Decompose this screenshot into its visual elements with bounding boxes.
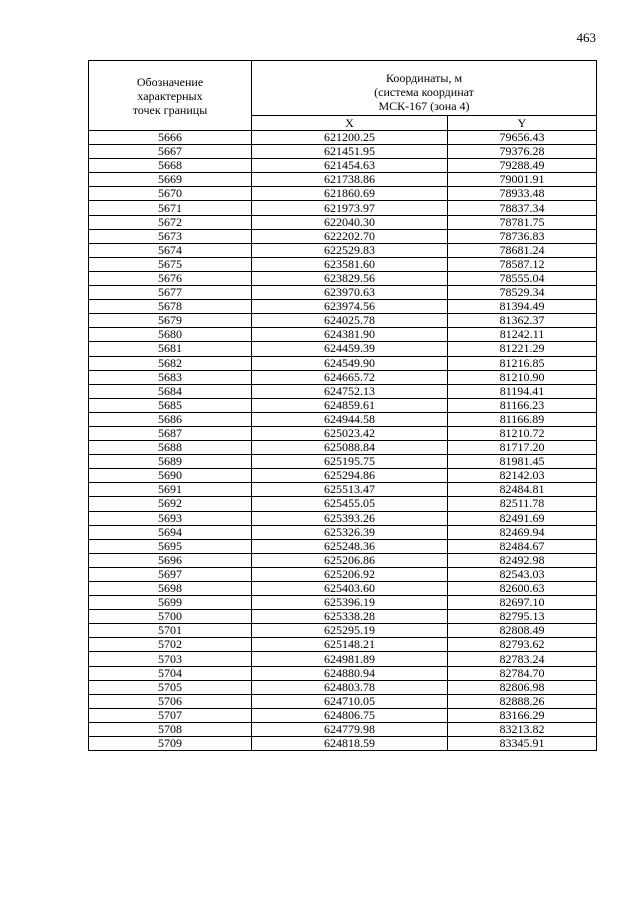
x-coordinate-cell: 621860.69 xyxy=(252,187,448,201)
point-id-cell: 5673 xyxy=(89,229,252,243)
y-coordinate-cell: 78837.34 xyxy=(448,201,597,215)
point-id-cell: 5683 xyxy=(89,370,252,384)
table-row xyxy=(89,624,597,638)
point-id-cell: 5692 xyxy=(89,497,252,511)
point-id-cell: 5694 xyxy=(89,525,252,539)
x-coordinate-cell: 623829.56 xyxy=(252,271,448,285)
y-coordinate-cell: 79288.49 xyxy=(448,159,597,173)
point-id-cell: 5675 xyxy=(89,257,252,271)
x-coordinate-cell: 624803.78 xyxy=(252,680,448,694)
table-row xyxy=(89,638,597,652)
y-coordinate-cell: 82491.69 xyxy=(448,511,597,525)
point-id-cell: 5681 xyxy=(89,342,252,356)
x-coordinate-cell: 624459.39 xyxy=(252,342,448,356)
x-column-header: X xyxy=(252,116,448,131)
y-coordinate-cell: 78736.83 xyxy=(448,229,597,243)
point-id-cell: 5699 xyxy=(89,596,252,610)
point-id-cell: 5682 xyxy=(89,356,252,370)
x-coordinate-cell: 625513.47 xyxy=(252,483,448,497)
point-id-cell: 5697 xyxy=(89,567,252,581)
y-coordinate-cell: 82793.62 xyxy=(448,638,597,652)
x-coordinate-cell: 621200.25 xyxy=(252,131,448,145)
x-coordinate-cell: 625295.19 xyxy=(252,624,448,638)
y-coordinate-cell: 81216.85 xyxy=(448,356,597,370)
table-row xyxy=(89,243,597,257)
x-coordinate-cell: 624806.75 xyxy=(252,708,448,722)
table-row xyxy=(89,426,597,440)
table-row xyxy=(89,596,597,610)
point-id-cell: 5678 xyxy=(89,300,252,314)
point-id-cell: 5680 xyxy=(89,328,252,342)
point-id-cell: 5703 xyxy=(89,652,252,666)
y-coordinate-cell: 81362.37 xyxy=(448,314,597,328)
table-row xyxy=(89,159,597,173)
table-row xyxy=(89,652,597,666)
point-designation-header xyxy=(89,61,252,131)
x-coordinate-cell: 621738.86 xyxy=(252,173,448,187)
x-coordinate-cell: 624025.78 xyxy=(252,314,448,328)
table-row xyxy=(89,708,597,722)
table-row xyxy=(89,215,597,229)
y-coordinate-cell: 79001.91 xyxy=(448,173,597,187)
x-coordinate-cell: 625455.05 xyxy=(252,497,448,511)
table-row xyxy=(89,300,597,314)
point-id-cell: 5700 xyxy=(89,610,252,624)
y-coordinate-cell: 78587.12 xyxy=(448,257,597,271)
table-row xyxy=(89,370,597,384)
table-row xyxy=(89,342,597,356)
table-row xyxy=(89,328,597,342)
table-row xyxy=(89,680,597,694)
table-row xyxy=(89,511,597,525)
x-coordinate-cell: 623970.63 xyxy=(252,286,448,300)
x-coordinate-cell: 625088.84 xyxy=(252,441,448,455)
table-row xyxy=(89,257,597,271)
point-header-line: характерных xyxy=(137,88,203,103)
x-coordinate-cell: 621973.97 xyxy=(252,201,448,215)
point-id-cell: 5691 xyxy=(89,483,252,497)
table-row xyxy=(89,398,597,412)
point-id-cell: 5666 xyxy=(89,131,252,145)
x-coordinate-cell: 624859.61 xyxy=(252,398,448,412)
y-coordinate-cell: 79376.28 xyxy=(448,145,597,159)
x-coordinate-cell: 625195.75 xyxy=(252,455,448,469)
x-coordinate-cell: 621451.95 xyxy=(252,145,448,159)
point-id-cell: 5704 xyxy=(89,666,252,680)
point-id-cell: 5690 xyxy=(89,469,252,483)
table-header xyxy=(89,61,597,131)
y-coordinate-cell: 82492.98 xyxy=(448,553,597,567)
table-row xyxy=(89,131,597,145)
table-row xyxy=(89,314,597,328)
point-id-cell: 5701 xyxy=(89,624,252,638)
y-coordinate-cell: 82795.13 xyxy=(448,610,597,624)
point-id-cell: 5676 xyxy=(89,271,252,285)
y-coordinate-cell: 81194.41 xyxy=(448,384,597,398)
x-coordinate-cell: 622040.30 xyxy=(252,215,448,229)
table-row xyxy=(89,469,597,483)
point-id-cell: 5669 xyxy=(89,173,252,187)
x-coordinate-cell: 625294.86 xyxy=(252,469,448,483)
y-coordinate-cell: 82888.26 xyxy=(448,694,597,708)
y-coordinate-cell: 82784.70 xyxy=(448,666,597,680)
table-body xyxy=(89,131,597,751)
table-row xyxy=(89,201,597,215)
x-coordinate-cell: 624665.72 xyxy=(252,370,448,384)
coords-header-line: Координаты, м xyxy=(385,71,463,85)
x-coordinate-cell: 625393.26 xyxy=(252,511,448,525)
y-coordinate-cell: 82697.10 xyxy=(448,596,597,610)
point-id-cell: 5695 xyxy=(89,539,252,553)
point-id-cell: 5708 xyxy=(89,722,252,736)
table-row xyxy=(89,384,597,398)
point-id-cell: 5677 xyxy=(89,286,252,300)
point-id-cell: 5688 xyxy=(89,441,252,455)
x-coordinate-cell: 625403.60 xyxy=(252,582,448,596)
table-row xyxy=(89,187,597,201)
y-coordinate-cell: 78781.75 xyxy=(448,215,597,229)
point-id-cell: 5687 xyxy=(89,426,252,440)
point-id-cell: 5671 xyxy=(89,201,252,215)
table-row xyxy=(89,145,597,159)
x-coordinate-cell: 625206.86 xyxy=(252,553,448,567)
table-row xyxy=(89,455,597,469)
x-coordinate-cell: 624752.13 xyxy=(252,384,448,398)
x-coordinate-cell: 625338.28 xyxy=(252,610,448,624)
point-id-cell: 5696 xyxy=(89,553,252,567)
y-coordinate-cell: 83213.82 xyxy=(448,722,597,736)
point-id-cell: 5684 xyxy=(89,384,252,398)
y-coordinate-cell: 82469.94 xyxy=(448,525,597,539)
x-coordinate-cell: 624779.98 xyxy=(252,722,448,736)
y-coordinate-cell: 82511.78 xyxy=(448,497,597,511)
y-coordinate-cell: 83345.91 xyxy=(448,737,597,751)
point-header-line: точек границы xyxy=(132,102,208,117)
coords-header-line: (система координат xyxy=(374,85,474,99)
page-number: 463 xyxy=(576,30,596,45)
y-coordinate-cell: 82484.81 xyxy=(448,483,597,497)
point-id-cell: 5709 xyxy=(89,737,252,751)
point-id-cell: 5705 xyxy=(89,680,252,694)
point-id-cell: 5670 xyxy=(89,187,252,201)
x-coordinate-cell: 624381.90 xyxy=(252,328,448,342)
point-id-cell: 5702 xyxy=(89,638,252,652)
point-header-line: Обозначение xyxy=(136,74,204,89)
x-coordinate-cell: 625326.39 xyxy=(252,525,448,539)
table-row xyxy=(89,356,597,370)
y-coordinate-cell: 82600.63 xyxy=(448,582,597,596)
table-row xyxy=(89,539,597,553)
y-coordinate-cell: 83166.29 xyxy=(448,708,597,722)
x-coordinate-cell: 625248.36 xyxy=(252,539,448,553)
x-coordinate-cell: 625148.21 xyxy=(252,638,448,652)
table-row xyxy=(89,610,597,624)
table-row xyxy=(89,412,597,426)
y-coordinate-cell: 78555.04 xyxy=(448,271,597,285)
y-coordinate-cell: 81210.72 xyxy=(448,426,597,440)
coordinates-table xyxy=(88,60,597,751)
table-row xyxy=(89,694,597,708)
y-coordinate-cell: 82808.49 xyxy=(448,624,597,638)
x-coordinate-cell: 625396.19 xyxy=(252,596,448,610)
table-row xyxy=(89,173,597,187)
table-row xyxy=(89,441,597,455)
x-coordinate-cell: 622529.83 xyxy=(252,243,448,257)
table-row xyxy=(89,271,597,285)
point-id-cell: 5693 xyxy=(89,511,252,525)
coordinates-header xyxy=(252,61,597,116)
coords-header-line: МСК-167 (зона 4) xyxy=(378,99,470,113)
y-coordinate-cell: 82806.98 xyxy=(448,680,597,694)
point-id-cell: 5686 xyxy=(89,412,252,426)
point-id-cell: 5707 xyxy=(89,708,252,722)
table-row xyxy=(89,582,597,596)
y-coordinate-cell: 78681.24 xyxy=(448,243,597,257)
x-coordinate-cell: 624549.90 xyxy=(252,356,448,370)
table-row xyxy=(89,567,597,581)
x-coordinate-cell: 624818.59 xyxy=(252,737,448,751)
table-row xyxy=(89,286,597,300)
table-row xyxy=(89,737,597,751)
table-row xyxy=(89,229,597,243)
point-id-cell: 5668 xyxy=(89,159,252,173)
y-coordinate-cell: 81242.11 xyxy=(448,328,597,342)
y-coordinate-cell: 79656.43 xyxy=(448,131,597,145)
y-coordinate-cell: 81717.20 xyxy=(448,441,597,455)
y-coordinate-cell: 81166.89 xyxy=(448,412,597,426)
table-row xyxy=(89,666,597,680)
x-coordinate-cell: 625206.92 xyxy=(252,567,448,581)
y-coordinate-cell: 82543.03 xyxy=(448,567,597,581)
x-coordinate-cell: 624981.89 xyxy=(252,652,448,666)
point-id-cell: 5689 xyxy=(89,455,252,469)
y-column-header: Y xyxy=(448,116,597,131)
table-row xyxy=(89,722,597,736)
point-id-cell: 5685 xyxy=(89,398,252,412)
y-coordinate-cell: 81166.23 xyxy=(448,398,597,412)
y-coordinate-cell: 78529.34 xyxy=(448,286,597,300)
x-coordinate-cell: 624880.94 xyxy=(252,666,448,680)
y-coordinate-cell: 78933.48 xyxy=(448,187,597,201)
point-id-cell: 5679 xyxy=(89,314,252,328)
y-coordinate-cell: 81981.45 xyxy=(448,455,597,469)
y-coordinate-cell: 81210.90 xyxy=(448,370,597,384)
x-coordinate-cell: 623581.60 xyxy=(252,257,448,271)
x-coordinate-cell: 622202.70 xyxy=(252,229,448,243)
table-row xyxy=(89,553,597,567)
y-coordinate-cell: 81394.49 xyxy=(448,300,597,314)
y-coordinate-cell: 82484.67 xyxy=(448,539,597,553)
point-id-cell: 5674 xyxy=(89,243,252,257)
point-id-cell: 5698 xyxy=(89,582,252,596)
x-coordinate-cell: 625023.42 xyxy=(252,426,448,440)
y-coordinate-cell: 82783.24 xyxy=(448,652,597,666)
point-id-cell: 5706 xyxy=(89,694,252,708)
table-row xyxy=(89,483,597,497)
table-row xyxy=(89,525,597,539)
point-id-cell: 5672 xyxy=(89,215,252,229)
y-coordinate-cell: 82142.03 xyxy=(448,469,597,483)
x-coordinate-cell: 623974.56 xyxy=(252,300,448,314)
x-coordinate-cell: 624944.58 xyxy=(252,412,448,426)
y-coordinate-cell: 81221.29 xyxy=(448,342,597,356)
point-id-cell: 5667 xyxy=(89,145,252,159)
x-coordinate-cell: 621454.63 xyxy=(252,159,448,173)
x-coordinate-cell: 624710.05 xyxy=(252,694,448,708)
table-row xyxy=(89,497,597,511)
